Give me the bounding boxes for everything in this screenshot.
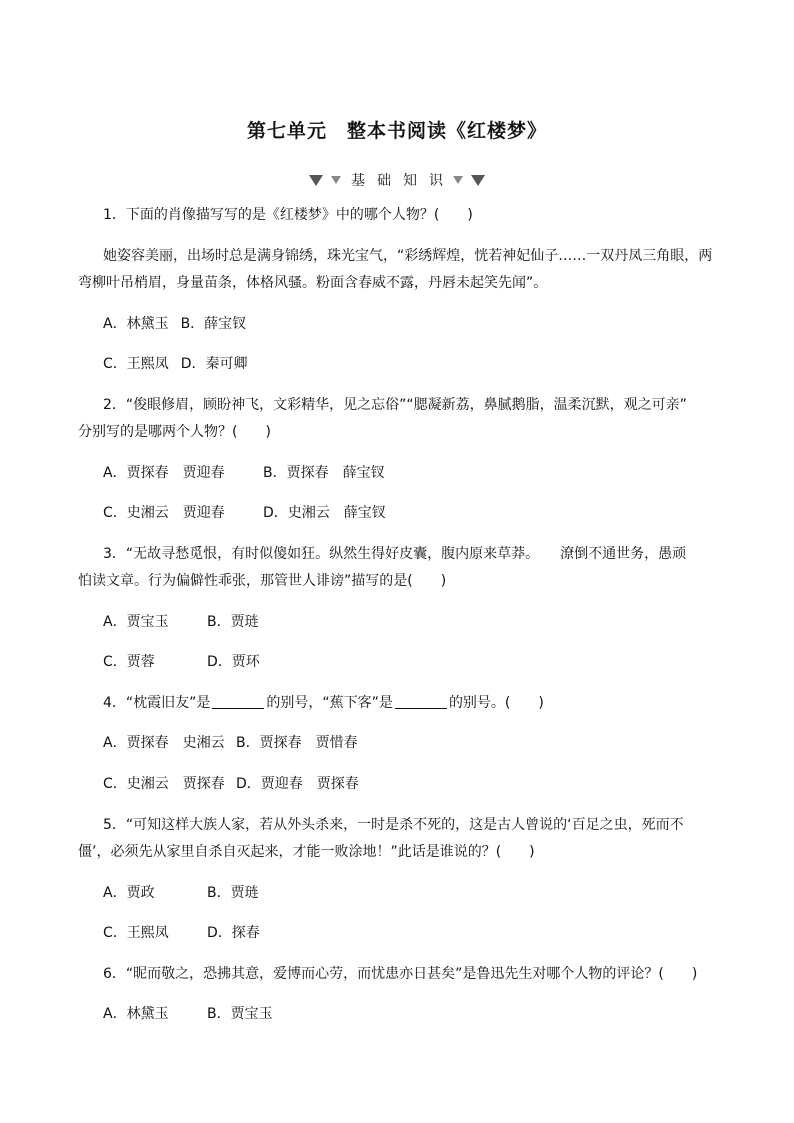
- q4-option-a[interactable]: A．贾探春 史湘云: [103, 735, 225, 751]
- q1-options-row-1: [103, 314, 734, 334]
- q5-option-a[interactable]: A．贾政: [103, 885, 155, 901]
- q4-stem-part-3: 的别号。( ): [448, 695, 544, 711]
- q2-stem-line-2: 分别写的是哪两个人物？( ): [78, 424, 271, 440]
- q2-options-row-2: [103, 503, 734, 523]
- q3-option-b[interactable]: B．贾琏: [207, 614, 259, 630]
- q4-options-row-2: [103, 774, 734, 794]
- triangle-down-icon: [453, 176, 463, 184]
- q1-passage-line-1: 她姿容美丽，出场时总是满身锦绣，珠光宝气，“彩绣辉煌，恍若神妃仙子……一双丹凤三角眼，两: [103, 248, 713, 264]
- q3-options-row-2: [103, 652, 734, 672]
- q4-stem: [103, 693, 734, 713]
- q3-options-row-1: [103, 612, 734, 632]
- q4-option-d[interactable]: D．贾迎春 贾探春: [236, 776, 359, 792]
- triangle-down-icon: [471, 175, 485, 186]
- q2-option-d[interactable]: D．史湘云 薛宝钗: [263, 505, 386, 521]
- q5-options-row-2: [103, 923, 734, 943]
- q6-options-row-1: [103, 1004, 734, 1024]
- q1-stem: 1．下面的肖像描写写的是《红楼梦》中的哪个人物？( ): [103, 207, 473, 223]
- q4-options-row-1: [103, 733, 734, 753]
- page-title: 第七单元 整本书阅读《红楼梦》: [246, 120, 547, 142]
- triangle-down-icon: [309, 175, 323, 186]
- q6-option-b[interactable]: B．贾宝玉: [207, 1006, 273, 1022]
- section-label: 基础知识: [351, 173, 455, 189]
- q2-option-b[interactable]: B．贾探春 薛宝钗: [263, 465, 385, 481]
- q2-stem-line-1: 2．“俊眼修眉，顾盼神飞，文彩精华，见之忘俗”“腮凝新荔，鼻腻鹅脂，温柔沉默，观之可亲”: [103, 397, 687, 413]
- q1-option-c[interactable]: C．王熙凤: [103, 356, 169, 372]
- q1-passage-line-2: 弯柳叶吊梢眉，身量苗条，体格风骚。粉面含春威不露，丹唇未起笑先闻”。: [78, 275, 548, 291]
- q1-option-b[interactable]: B．薛宝钗: [180, 316, 247, 332]
- q3-option-c[interactable]: C．贾蓉: [103, 654, 155, 670]
- triangle-down-icon: [331, 176, 341, 184]
- q1-option-a[interactable]: A．林黛玉: [103, 316, 169, 332]
- q4-stem-part-1: 4．“枕霞旧友”是: [103, 695, 211, 711]
- q2-option-c[interactable]: C．史湘云 贾迎春: [103, 505, 225, 521]
- q4-stem-part-2: 的别号，“蕉下客”是: [266, 695, 393, 711]
- q4-blank-2[interactable]: [395, 694, 447, 709]
- q5-option-c[interactable]: C．王熙凤: [103, 925, 169, 941]
- q5-option-d[interactable]: D．探春: [207, 925, 260, 941]
- q3-stem-line-2: 怕读文章。行为偏僻性乖张，那管世人诽谤”描写的是( ): [78, 573, 447, 589]
- q2-options-row-1: [103, 463, 734, 483]
- q5-stem-line-2: 僵’，必须先从家里自杀自灭起来，才能一败涂地！”此话是谁说的？( ): [78, 844, 535, 860]
- q1-options-row-2: [103, 354, 734, 374]
- q1-option-d[interactable]: D．秦可卿: [180, 356, 248, 372]
- q4-option-b[interactable]: B．贾探春 贾惜春: [236, 735, 358, 751]
- q6-option-a[interactable]: A．林黛玉: [103, 1006, 169, 1022]
- q4-option-c[interactable]: C．史湘云 贾探春: [103, 776, 225, 792]
- q4-blank-1[interactable]: [212, 694, 264, 709]
- q2-option-a[interactable]: A．贾探春 贾迎春: [103, 465, 225, 481]
- section-header: [0, 170, 794, 190]
- q5-option-b[interactable]: B．贾琏: [207, 885, 259, 901]
- q6-stem: 6．“昵而敬之，恐拂其意，爱博而心劳，而忧患亦日甚矣”是鲁迅先生对哪个人物的评论？( ): [103, 966, 698, 982]
- q3-stem-line-1: 3．“无故寻愁觅恨，有时似傻如狂。纵然生得好皮囊，腹内原来草莽。 潦倒不通世务，愚顽: [103, 546, 687, 562]
- q3-option-a[interactable]: A．贾宝玉: [103, 614, 169, 630]
- q5-stem-line-1: 5．“可知这样大族人家，若从外头杀来，一时是杀不死的，这是古人曾说的‘百足之虫，死而不: [103, 817, 684, 833]
- q3-option-d[interactable]: D．贾环: [207, 654, 260, 670]
- q5-options-row-1: [103, 883, 734, 903]
